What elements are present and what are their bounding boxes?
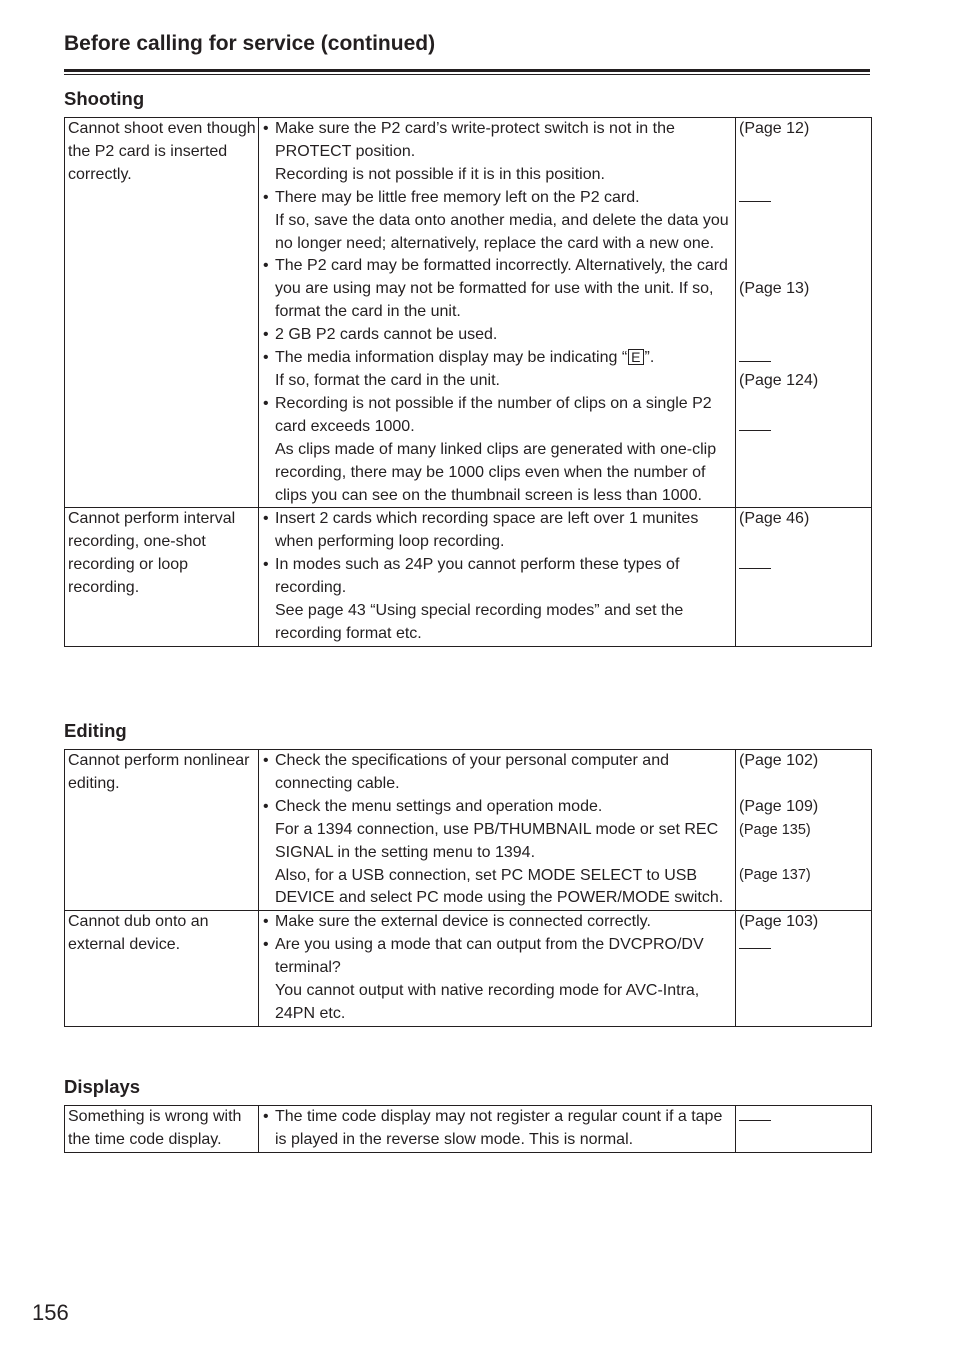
list-item <box>262 508 733 554</box>
table-row <box>65 1106 872 1153</box>
item-text: • There may be little free memory left on the P2 card. <box>275 188 640 206</box>
page-reference: (Page 103) <box>739 913 819 931</box>
item-text: • Check the menu settings and operation mode. <box>275 797 603 815</box>
no-reference-dash <box>739 934 869 957</box>
item-text: See page 43 “Using special recording modes” and set the recording format etc. <box>275 602 684 642</box>
no-reference-dash <box>739 554 869 577</box>
page-reference: (Page 102) <box>739 752 819 769</box>
problem-cell: Cannot dub onto an external device. <box>65 911 259 1027</box>
table-row <box>65 750 872 911</box>
list-item <box>262 118 733 187</box>
item-text: • The time code display may not register a regular count if a tape is played in the reverse slow mode. This is normal. <box>275 1108 723 1148</box>
displays-table <box>64 1105 872 1153</box>
list-item <box>262 1106 733 1152</box>
list-item <box>262 911 733 934</box>
action-cell <box>259 750 736 911</box>
title-double-rule <box>64 69 870 72</box>
list-item <box>262 347 733 393</box>
item-text: • The P2 card may be formatted incorrectly. Alternatively, the card you are using may not be formatted for use with the unit. If so, format the card in the unit. <box>275 257 728 321</box>
list-item <box>262 393 733 508</box>
list-item <box>262 934 733 1026</box>
editing-table <box>64 749 872 1027</box>
page-reference: (Page 46) <box>739 510 810 528</box>
list-item <box>262 796 733 911</box>
list-item <box>262 554 733 646</box>
page-title: Before calling for service (continued) <box>64 32 436 55</box>
action-cell <box>259 1106 736 1153</box>
no-reference-dash <box>739 416 869 439</box>
page-reference: (Page 124) <box>739 371 819 389</box>
action-cell <box>259 911 736 1027</box>
item-text: • The media information display may be indicating “ E ”. <box>275 349 655 367</box>
item-text: • Make sure the P2 card’s write-protect switch is not in the PROTECT position. <box>275 120 675 160</box>
table-row <box>65 911 872 1027</box>
section-heading-editing: Editing <box>64 720 127 741</box>
section-heading-shooting: Shooting <box>64 88 145 109</box>
page-reference: (Page 12) <box>739 120 810 137</box>
no-reference-dash <box>739 1106 869 1129</box>
shooting-table <box>64 117 872 647</box>
item-text: • Are you using a mode that can output from the DVCPRO/DV terminal? <box>275 936 704 977</box>
page-number: 156 <box>32 1300 69 1325</box>
item-text: Recording is not possible if it is in this position. <box>275 165 605 183</box>
list-item <box>262 324 733 347</box>
no-reference-dash <box>739 347 869 370</box>
problem-cell: Cannot perform interval recording, one-shot recording or loop recording. <box>65 508 259 646</box>
table-row <box>65 508 872 646</box>
page-reference: (Page 137) <box>739 867 811 884</box>
action-cell <box>259 118 736 508</box>
item-text: If so, save the data onto another media, and delete the data you no longer need; alternatively, replace the card with a new one. <box>275 211 729 252</box>
item-text: If so, format the card in the unit. <box>275 371 500 389</box>
problem-cell: Cannot shoot even though the P2 card is inserted correctly. <box>65 118 259 508</box>
item-text: For a 1394 connection, use PB/THUMBNAIL mode or set REC SIGNAL in the setting menu to 1394. <box>275 820 719 861</box>
list-item <box>262 255 733 324</box>
no-reference-dash <box>739 187 869 210</box>
item-text: • Check the specifications of your personal computer and connecting cable. <box>275 752 669 792</box>
item-text: • Recording is not possible if the number of clips on a single P2 card exceeds 1000. <box>275 394 712 435</box>
media-indicator-box: E <box>628 349 643 365</box>
item-text: Also, for a USB connection, set PC MODE SELECT to USB DEVICE and select PC mode using the POWER/MODE switch. <box>275 866 724 907</box>
item-text: • Insert 2 cards which recording space are left over 1 munites when performing loop recording. <box>275 510 699 551</box>
problem-cell: Cannot perform nonlinear editing. <box>65 750 259 911</box>
section-heading-displays: Displays <box>64 1076 141 1097</box>
page-reference: (Page 109) <box>739 797 819 815</box>
item-text: • Make sure the external device is connected correctly. <box>275 913 651 931</box>
page-ref-cell <box>736 750 872 911</box>
item-text: • In modes such as 24P you cannot perform these types of recording. <box>275 556 680 597</box>
item-text: As clips made of many linked clips are generated with one-clip recording, there may be 1000 clips even when the number of clips you can see on the thumbnail screen is less than 1000. <box>275 440 717 504</box>
page-reference: (Page 13) <box>739 280 810 298</box>
page-ref-cell <box>736 508 872 646</box>
item-text: • 2 GB P2 cards cannot be used. <box>275 326 498 344</box>
page-ref-cell <box>736 1106 872 1153</box>
list-item <box>262 187 733 256</box>
page-reference: (Page 135) <box>739 821 811 838</box>
table-row <box>65 118 872 508</box>
problem-cell: Something is wrong with the time code display. <box>65 1106 259 1153</box>
page-ref-cell <box>736 911 872 1027</box>
list-item <box>262 750 733 796</box>
action-cell <box>259 508 736 646</box>
item-text: You cannot output with native recording mode for AVC-Intra, 24PN etc. <box>275 982 700 1022</box>
page-ref-cell <box>736 118 872 508</box>
